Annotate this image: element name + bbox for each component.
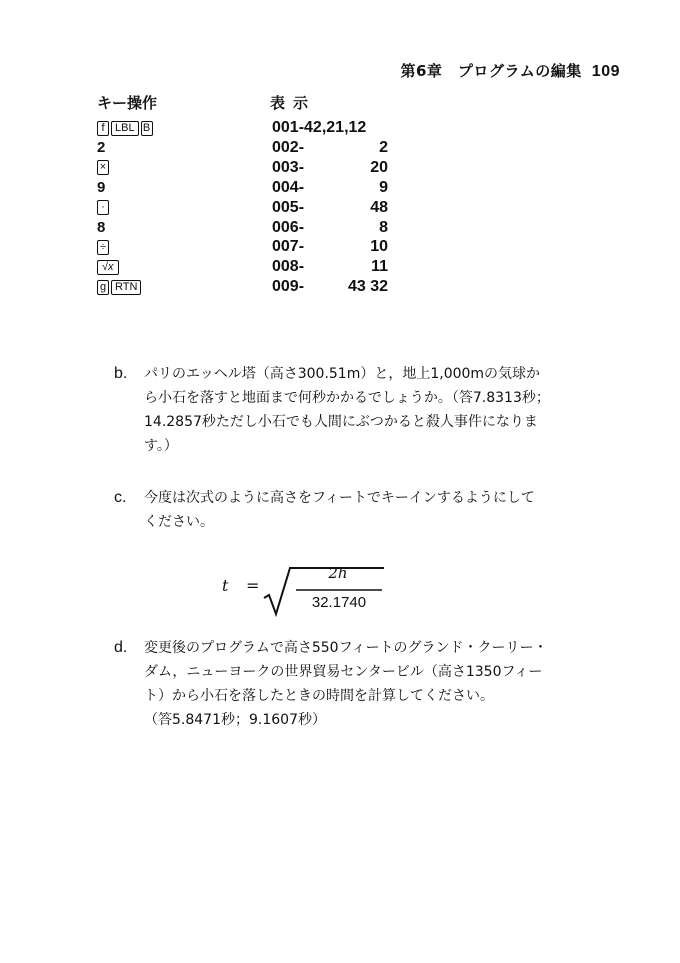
- step-keycode: 20: [370, 158, 388, 176]
- text-line: 今度は次式のように高さをフィートでキーインするようにして: [144, 490, 535, 506]
- key-sequence: [97, 198, 109, 218]
- step-keycode: 11: [371, 258, 388, 276]
- step-code: 007-: [272, 238, 305, 256]
- key-divide: ÷: [97, 240, 109, 255]
- key-sequence: [97, 118, 153, 138]
- text-line: 変更後のプログラムで高さ550フィートのグランド・クーリー・: [144, 640, 548, 656]
- listing-row: [0, 237, 680, 257]
- step-code: 008-: [272, 258, 305, 276]
- key-rtn: RTN: [111, 280, 141, 295]
- listing-row: [0, 118, 680, 138]
- exercise-label: c.: [114, 489, 127, 506]
- exercise-label: d.: [114, 639, 128, 656]
- key-multiply: ×: [97, 160, 109, 175]
- formula-variable: t: [222, 576, 229, 595]
- text-line: ダム，ニューヨークの世界貿易センタービル（高さ1350フィー: [144, 664, 543, 680]
- step-code: 006-: [272, 218, 305, 236]
- step-code: 002-: [272, 138, 305, 156]
- key-sqrt: √x: [97, 260, 119, 275]
- key-sequence: [97, 158, 109, 178]
- text-line: ら小石を落すと地面まで何秒かかるでしょうか。（答7.8313秒；: [144, 390, 550, 406]
- key-sequence: [97, 237, 109, 257]
- key-g: g: [97, 280, 109, 295]
- step-keycode: 8: [379, 218, 388, 236]
- key-lbl: LBL: [111, 121, 139, 136]
- step-keycode: 10: [370, 238, 388, 256]
- key-f: f: [97, 121, 109, 136]
- step-code: 003-: [272, 158, 305, 176]
- text-line: す。）: [144, 438, 178, 454]
- key-sequence: [97, 218, 105, 238]
- listing-row: [0, 257, 680, 277]
- text-line: ください。: [144, 514, 214, 530]
- key-decimal: ·: [97, 200, 109, 215]
- step-code: 009-: [272, 278, 305, 296]
- step-keycode: 9: [379, 178, 388, 196]
- formula-numerator: 2h: [328, 564, 348, 582]
- listing-row: [0, 178, 680, 198]
- page-number: 109: [591, 63, 620, 80]
- step-code: 001-42,21,12: [272, 119, 367, 136]
- step-keycode: 43 32: [347, 278, 388, 296]
- step-keycode: 48: [370, 198, 388, 216]
- key-sequence: [97, 257, 119, 277]
- text-line: ト）から小石を落したときの時間を計算してください。: [144, 688, 494, 704]
- step-code: 004-: [272, 178, 305, 196]
- key-digit: 8: [97, 219, 106, 236]
- listing-row: [0, 138, 680, 158]
- key-digit: 2: [97, 139, 106, 157]
- key-b: B: [141, 121, 153, 136]
- text-line: パリのエッヘル塔（高さ300.51m）と，地上1,000mの気球か: [144, 366, 541, 382]
- exercise-label: b.: [114, 365, 128, 382]
- listing-row: [0, 218, 680, 238]
- listing-row: [0, 198, 680, 218]
- step-code: 005-: [272, 198, 305, 216]
- key-sequence: [97, 277, 141, 297]
- listing-row: [0, 158, 680, 178]
- text-line: （答5.8471秒；9.1607秒）: [144, 712, 326, 728]
- step-keycode: 2: [379, 138, 388, 156]
- page-header: [350, 60, 620, 81]
- listing-row: [0, 277, 680, 297]
- formula-equals: =: [246, 576, 260, 595]
- key-sequence: [97, 138, 105, 158]
- formula-denominator: 32.1740: [311, 594, 367, 611]
- step-keycode: [300, 118, 388, 138]
- key-sequence: [97, 178, 105, 198]
- display-column-heading: 表示: [270, 94, 317, 112]
- formula: [222, 562, 382, 618]
- text-line: 14.2857秒ただし小石でも人間にぶつかると殺人事件になりま: [144, 414, 538, 430]
- key-column-heading: キー操作: [97, 94, 158, 112]
- chapter-title: 第6章 プログラムの編集: [400, 62, 582, 80]
- key-digit: 9: [97, 179, 106, 197]
